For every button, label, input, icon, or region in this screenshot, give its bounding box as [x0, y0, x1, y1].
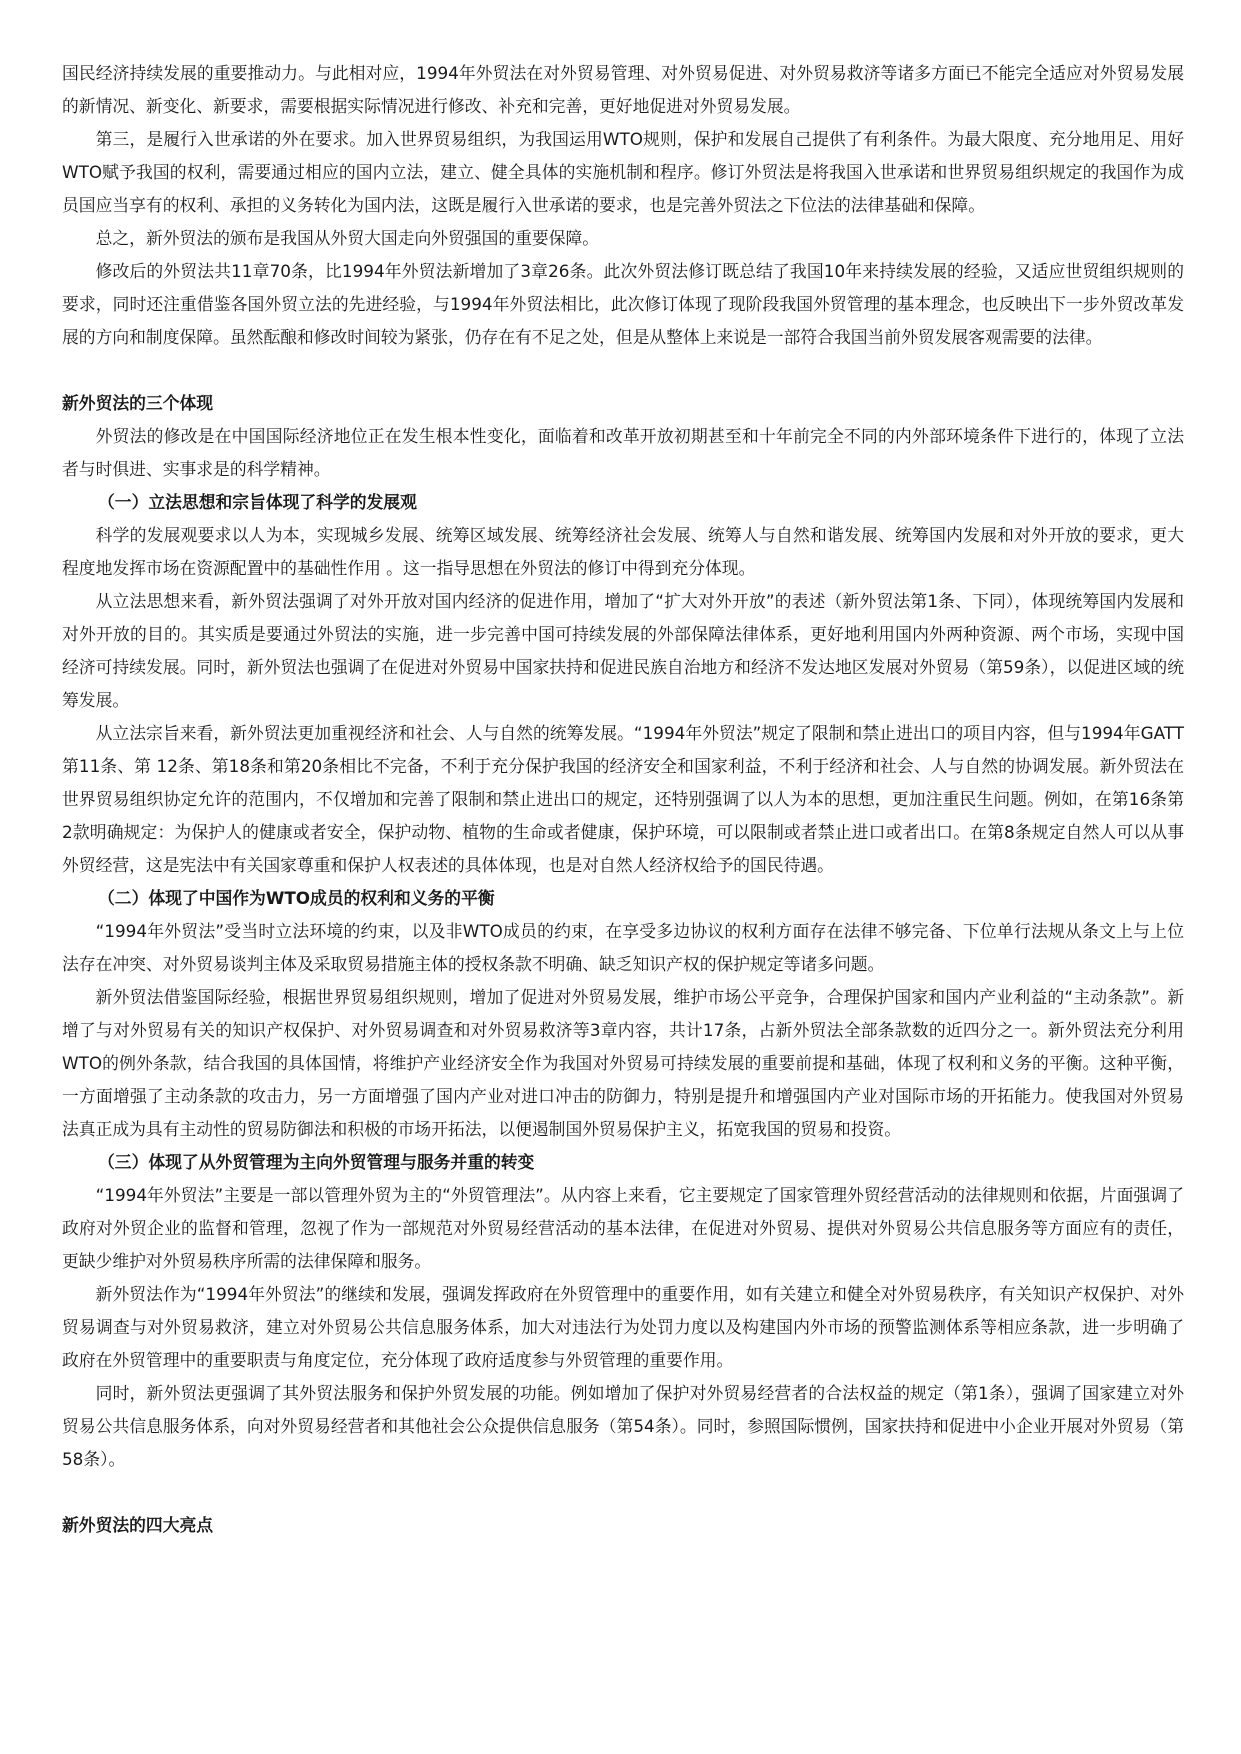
paragraph: 从立法宗旨来看，新外贸法更加重视经济和社会、人与自然的统筹发展。“1994年外贸法”规定了限制和禁止进出口的项目内容，但与1994年GATT第11条、第 12条、第18条和第20条相比不完备，不利于充分保护我国的经济安全和国家利益，不利于经济和社会、人与自然的协调发展。新外贸法在世界贸易组织协定允许的范围内，不仅增加和完善了限制和禁止进出口的规定，还特别强调了以人为本的思想，更加注重民生问题。例如，在第16条第2款明确规定：为保护人的健康或者安全，保护动物、植物的生命或者健康，保护环境，可以限制或者禁止进口或者出口。在第8条规定自然人可以从事外贸经营，这是宪法中有关国家尊重和保护人权表述的具体体现，也是对自然人经济权给予的国民待遇。: [62, 723, 1184, 875]
section-spacer: [62, 1476, 1184, 1509]
paragraph: 新外贸法借鉴国际经验，根据世界贸易组织规则，增加了促进对外贸易发展，维护市场公平竞争，合理保护国家和国内产业利益的“主动条款”。新增了与对外贸易有关的知识产权保护、对外贸易调查和对外贸易救济等3章内容，共计17条，占新外贸法全部条款数的近四分之一。新外贸法充分利用WTO的例外条款，结合我国的具体国情，将维护产业经济安全作为我国对外贸易可持续发展的重要前提和基础，体现了权利和义务的平衡。这种平衡，一方面增强了主动条款的攻击力，另一方面增强了国内产业对进口冲击的防御力，特别是提升和增强国内产业对国际市场的开拓能力。使我国对外贸易法真正成为具有主动性的贸易防御法和积极的市场开拓法，以便遏制国外贸易保护主义，拓宽我国的贸易和投资。: [62, 987, 1184, 1139]
paragraph: 同时，新外贸法更强调了其外贸法服务和保护外贸发展的功能。例如增加了保护对外贸易经营者的合法权益的规定（第1条），强调了国家建立对外贸易公共信息服务体系，向对外贸易经营者和其他社会公众提供信息服务（第54条）。同时，参照国际惯例，国家扶持和促进中小企业开展对外贸易（第58条）。: [62, 1383, 1184, 1469]
paragraph: 科学的发展观要求以人为本，实现城乡发展、统筹区域发展、统筹经济社会发展、统筹人与自然和谐发展、统筹国内发展和对外开放的要求，更大程度地发挥市场在资源配置中的基础性作用 。这一指导思想在外贸法的修订中得到充分体现。: [62, 525, 1184, 578]
paragraph: “1994年外贸法”主要是一部以管理外贸为主的“外贸管理法”。从内容上来看，它主要规定了国家管理外贸经营活动的法律规则和依据，片面强调了政府对外贸企业的监督和管理，忽视了作为一部规范对外贸易经营活动的基本法律，在促进对外贸易、提供对外贸易公共信息服务等方面应有的责任，更缺少维护对外贸易秩序所需的法律保障和服务。: [62, 1185, 1184, 1271]
subsection-heading: （一）立法思想和宗旨体现了科学的发展观: [98, 492, 417, 512]
paragraph: 从立法思想来看，新外贸法强调了对外开放对国内经济的促进作用，增加了“扩大对外开放”的表述（新外贸法第1条、下同），体现统筹国内发展和对外开放的目的。其实质是要通过外贸法的实施，进一步完善中国可持续发展的外部保障法律体系，更好地利用国内外两种资源、两个市场，实现中国经济可持续发展。同时，新外贸法也强调了在促进对外贸易中国家扶持和促进民族自治地方和经济不发达地区发展对外贸易（第59条），以促进区域的统筹发展。: [62, 591, 1184, 710]
section-heading: 新外贸法的三个体现: [62, 393, 214, 413]
subsection-heading: （三）体现了从外贸管理为主向外贸管理与服务并重的转变: [98, 1152, 535, 1172]
paragraph: 第三，是履行入世承诺的外在要求。加入世界贸易组织，为我国运用WTO规则，保护和发展自己提供了有利条件。为最大限度、充分地用足、用好WTO赋予我国的权利，需要通过相应的国内立法，建立、健全具体的实施机制和程序。修订外贸法是将我国入世承诺和世界贸易组织规定的我国作为成员国应当享有的权利、承担的义务转化为国内法，这既是履行入世承诺的要求，也是完善外贸法之下位法的法律基础和保障。: [62, 129, 1184, 215]
paragraph: 外贸法的修改是在中国国际经济地位正在发生根本性变化，面临着和改革开放初期甚至和十年前完全不同的内外部环境条件下进行的，体现了立法者与时俱进、实事求是的科学精神。: [62, 426, 1184, 479]
paragraph: “1994年外贸法”受当时立法环境的约束，以及非WTO成员的约束，在享受多边协议的权利方面存在法律不够完备、下位单行法规从条文上与上位法存在冲突、对外贸易谈判主体及采取贸易措施主体的授权条款不明确、缺乏知识产权的保护规定等诸多问题。: [62, 921, 1184, 974]
document-page: [62, 57, 1184, 1542]
section-spacer: [62, 354, 1184, 387]
paragraph: 总之，新外贸法的颁布是我国从外贸大国走向外贸强国的重要保障。: [95, 228, 600, 248]
section-heading: 新外贸法的四大亮点: [62, 1515, 214, 1535]
subsection-heading: （二）体现了中国作为WTO成员的权利和义务的平衡: [98, 888, 495, 908]
paragraph: 修改后的外贸法共11章70条，比1994年外贸法新增加了3章26条。此次外贸法修订既总结了我国10年来持续发展的经验，又适应世贸组织规则的要求，同时还注重借鉴各国外贸立法的先进经验，与1994年外贸法相比，此次修订体现了现阶段我国外贸管理的基本理念，也反映出下一步外贸改革发展的方向和制度保障。虽然酝酿和修改时间较为紧张，仍存在有不足之处，但是从整体上来说是一部符合我国当前外贸发展客观需要的法律。: [62, 261, 1184, 347]
paragraph: 国民经济持续发展的重要推动力。与此相对应，1994年外贸法在对外贸易管理、对外贸易促进、对外贸易救济等诸多方面已不能完全适应对外贸易发展的新情况、新变化、新要求，需要根据实际情况进行修改、补充和完善，更好地促进对外贸易发展。: [62, 63, 1184, 116]
paragraph: 新外贸法作为“1994年外贸法”的继续和发展，强调发挥政府在外贸管理中的重要作用，如有关建立和健全对外贸易秩序，有关知识产权保护、对外贸易调查与对外贸易救济，建立对外贸易公共信息服务体系，加大对违法行为处罚力度以及构建国内外市场的预警监测体系等相应条款，进一步明确了政府在外贸管理中的重要职责与角度定位，充分体现了政府适度参与外贸管理的重要作用。: [62, 1284, 1184, 1370]
